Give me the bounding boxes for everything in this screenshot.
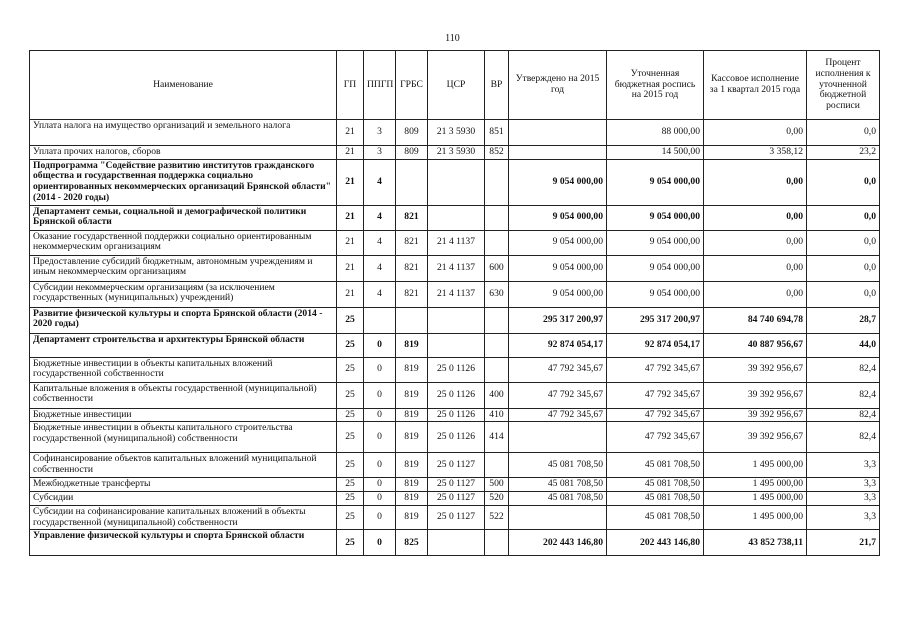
cell-cash: 84 740 694,78 bbox=[704, 307, 807, 333]
cell-csr bbox=[428, 205, 485, 230]
cell-percent: 0,0 bbox=[807, 230, 880, 255]
cell-ppgp: 4 bbox=[364, 281, 396, 307]
col-header-vr: ВР bbox=[485, 51, 509, 120]
cell-gp: 21 bbox=[337, 255, 364, 281]
cell-gp: 25 bbox=[337, 505, 364, 529]
table-row bbox=[30, 422, 880, 453]
cell-cash: 1 495 000,00 bbox=[704, 505, 807, 529]
cell-vr bbox=[485, 159, 509, 205]
cell-name: Субсидии некоммерческим организациям (за исключением государственных (муниципальных) учреждений) bbox=[30, 281, 337, 307]
cell-grbs: 821 bbox=[396, 205, 428, 230]
cell-cash: 1 495 000,00 bbox=[704, 478, 807, 492]
table-body bbox=[30, 120, 880, 556]
cell-name: Департамент строительства и архитектуры Брянской области bbox=[30, 333, 337, 357]
cell-csr: 25 0 1127 bbox=[428, 453, 485, 478]
cell-gp: 21 bbox=[337, 159, 364, 205]
cell-approved bbox=[509, 146, 607, 160]
cell-vr bbox=[485, 530, 509, 556]
table-row bbox=[30, 492, 880, 506]
cell-vr bbox=[485, 230, 509, 255]
cell-csr: 25 0 1126 bbox=[428, 382, 485, 408]
cell-vr: 522 bbox=[485, 505, 509, 529]
cell-name: Департамент семьи, социальной и демографической политики Брянской области bbox=[30, 205, 337, 230]
cell-approved: 9 054 000,00 bbox=[509, 255, 607, 281]
cell-refined: 45 081 708,50 bbox=[607, 453, 704, 478]
cell-vr: 414 bbox=[485, 422, 509, 453]
cell-percent: 0,0 bbox=[807, 205, 880, 230]
table-row bbox=[30, 230, 880, 255]
cell-vr bbox=[485, 453, 509, 478]
cell-approved bbox=[509, 505, 607, 529]
cell-gp: 21 bbox=[337, 120, 364, 146]
cell-vr: 852 bbox=[485, 146, 509, 160]
cell-percent: 3,3 bbox=[807, 492, 880, 506]
table-row bbox=[30, 159, 880, 205]
cell-csr bbox=[428, 333, 485, 357]
cell-csr: 21 3 5930 bbox=[428, 120, 485, 146]
cell-refined: 295 317 200,97 bbox=[607, 307, 704, 333]
cell-percent: 0,0 bbox=[807, 159, 880, 205]
col-header-grbs: ГРБС bbox=[396, 51, 428, 120]
cell-gp: 25 bbox=[337, 422, 364, 453]
cell-vr bbox=[485, 307, 509, 333]
cell-percent: 3,3 bbox=[807, 453, 880, 478]
col-header-refined: Уточненная бюджетная роспись на 2015 год bbox=[607, 51, 704, 120]
cell-cash: 3 358,12 bbox=[704, 146, 807, 160]
table-header-row bbox=[30, 51, 880, 120]
cell-approved: 47 792 345,67 bbox=[509, 382, 607, 408]
cell-approved: 9 054 000,00 bbox=[509, 230, 607, 255]
cell-percent: 82,4 bbox=[807, 382, 880, 408]
table-row bbox=[30, 120, 880, 146]
cell-gp: 21 bbox=[337, 205, 364, 230]
cell-gp: 21 bbox=[337, 146, 364, 160]
cell-grbs: 819 bbox=[396, 453, 428, 478]
cell-grbs: 809 bbox=[396, 146, 428, 160]
table-row bbox=[30, 453, 880, 478]
cell-grbs bbox=[396, 159, 428, 205]
cell-ppgp: 0 bbox=[364, 478, 396, 492]
cell-approved: 295 317 200,97 bbox=[509, 307, 607, 333]
cell-refined: 47 792 345,67 bbox=[607, 422, 704, 453]
cell-refined: 47 792 345,67 bbox=[607, 382, 704, 408]
cell-refined: 45 081 708,50 bbox=[607, 505, 704, 529]
col-header-gp: ГП bbox=[337, 51, 364, 120]
table-row bbox=[30, 333, 880, 357]
cell-vr: 630 bbox=[485, 281, 509, 307]
cell-name: Бюджетные инвестиции в объекты капитального строительства государственной (муниципальной) собственности bbox=[30, 422, 337, 453]
cell-ppgp: 4 bbox=[364, 205, 396, 230]
cell-percent: 82,4 bbox=[807, 357, 880, 382]
cell-grbs: 825 bbox=[396, 530, 428, 556]
cell-approved: 92 874 054,17 bbox=[509, 333, 607, 357]
cell-csr bbox=[428, 159, 485, 205]
cell-vr bbox=[485, 357, 509, 382]
cell-percent: 0,0 bbox=[807, 281, 880, 307]
cell-refined: 9 054 000,00 bbox=[607, 255, 704, 281]
cell-grbs: 819 bbox=[396, 422, 428, 453]
col-header-percent: Процент исполнения к уточненной бюджетной росписи bbox=[807, 51, 880, 120]
cell-grbs: 819 bbox=[396, 478, 428, 492]
cell-ppgp: 0 bbox=[364, 505, 396, 529]
cell-name: Софинансирование объектов капитальных вложений муниципальной собственности bbox=[30, 453, 337, 478]
cell-grbs: 819 bbox=[396, 382, 428, 408]
cell-ppgp: 0 bbox=[364, 408, 396, 422]
table-row bbox=[30, 307, 880, 333]
cell-ppgp: 0 bbox=[364, 333, 396, 357]
cell-approved: 45 081 708,50 bbox=[509, 478, 607, 492]
cell-csr bbox=[428, 530, 485, 556]
cell-gp: 21 bbox=[337, 281, 364, 307]
cell-name: Субсидии на софинансирование капитальных вложений в объекты государственной (муниципальной) собственности bbox=[30, 505, 337, 529]
cell-approved: 9 054 000,00 bbox=[509, 281, 607, 307]
cell-name: Бюджетные инвестиции в объекты капитальных вложений государственной собственности bbox=[30, 357, 337, 382]
table-row bbox=[30, 205, 880, 230]
cell-refined: 14 500,00 bbox=[607, 146, 704, 160]
cell-percent: 0,0 bbox=[807, 255, 880, 281]
cell-percent: 23,2 bbox=[807, 146, 880, 160]
cell-cash: 0,00 bbox=[704, 120, 807, 146]
table-row bbox=[30, 478, 880, 492]
cell-vr: 600 bbox=[485, 255, 509, 281]
cell-name: Субсидии bbox=[30, 492, 337, 506]
cell-approved: 9 054 000,00 bbox=[509, 205, 607, 230]
cell-name: Управление физической культуры и спорта Брянской области bbox=[30, 530, 337, 556]
cell-ppgp: 0 bbox=[364, 357, 396, 382]
cell-gp: 21 bbox=[337, 230, 364, 255]
cell-percent: 3,3 bbox=[807, 505, 880, 529]
cell-refined: 88 000,00 bbox=[607, 120, 704, 146]
cell-csr: 25 0 1126 bbox=[428, 408, 485, 422]
table-row bbox=[30, 146, 880, 160]
cell-grbs: 819 bbox=[396, 408, 428, 422]
cell-grbs: 809 bbox=[396, 120, 428, 146]
cell-name: Уплата прочих налогов, сборов bbox=[30, 146, 337, 160]
cell-gp: 25 bbox=[337, 530, 364, 556]
cell-refined: 47 792 345,67 bbox=[607, 357, 704, 382]
cell-refined: 9 054 000,00 bbox=[607, 230, 704, 255]
cell-percent: 3,3 bbox=[807, 478, 880, 492]
cell-cash: 39 392 956,67 bbox=[704, 422, 807, 453]
table-row bbox=[30, 408, 880, 422]
cell-name: Подпрограмма "Содействие развитию институтов гражданского общества и государственная поддержка социально ориентированных некоммерческих организаций Брянской области" (2014 - 2020 годы) bbox=[30, 159, 337, 205]
col-header-csr: ЦСР bbox=[428, 51, 485, 120]
cell-cash: 40 887 956,67 bbox=[704, 333, 807, 357]
cell-approved bbox=[509, 422, 607, 453]
cell-cash: 39 392 956,67 bbox=[704, 408, 807, 422]
cell-grbs: 819 bbox=[396, 505, 428, 529]
cell-approved: 47 792 345,67 bbox=[509, 357, 607, 382]
cell-cash: 0,00 bbox=[704, 255, 807, 281]
cell-cash: 39 392 956,67 bbox=[704, 357, 807, 382]
cell-name: Межбюджетные трансферты bbox=[30, 478, 337, 492]
cell-name: Бюджетные инвестиции bbox=[30, 408, 337, 422]
cell-name: Предоставление субсидий бюджетным, автономным учреждениям и иным некоммерческим организациям bbox=[30, 255, 337, 281]
cell-csr: 25 0 1126 bbox=[428, 422, 485, 453]
cell-approved: 202 443 146,80 bbox=[509, 530, 607, 556]
cell-gp: 25 bbox=[337, 333, 364, 357]
cell-vr: 400 bbox=[485, 382, 509, 408]
col-header-name: Наименование bbox=[30, 51, 337, 120]
cell-gp: 25 bbox=[337, 478, 364, 492]
cell-csr: 21 4 1137 bbox=[428, 230, 485, 255]
cell-cash: 0,00 bbox=[704, 159, 807, 205]
cell-percent: 44,0 bbox=[807, 333, 880, 357]
cell-cash: 43 852 738,11 bbox=[704, 530, 807, 556]
cell-csr: 25 0 1127 bbox=[428, 478, 485, 492]
cell-gp: 25 bbox=[337, 382, 364, 408]
cell-ppgp: 0 bbox=[364, 492, 396, 506]
cell-approved: 45 081 708,50 bbox=[509, 492, 607, 506]
table-row bbox=[30, 281, 880, 307]
cell-cash: 0,00 bbox=[704, 230, 807, 255]
cell-csr: 21 3 5930 bbox=[428, 146, 485, 160]
cell-ppgp: 0 bbox=[364, 530, 396, 556]
table-row bbox=[30, 505, 880, 529]
cell-gp: 25 bbox=[337, 453, 364, 478]
cell-cash: 39 392 956,67 bbox=[704, 382, 807, 408]
table-row bbox=[30, 357, 880, 382]
cell-refined: 9 054 000,00 bbox=[607, 281, 704, 307]
cell-name: Уплата налога на имущество организаций и земельного налога bbox=[30, 120, 337, 146]
cell-csr: 25 0 1127 bbox=[428, 492, 485, 506]
cell-approved bbox=[509, 120, 607, 146]
cell-grbs: 821 bbox=[396, 230, 428, 255]
col-header-ppgp: ППГП bbox=[364, 51, 396, 120]
cell-percent: 28,7 bbox=[807, 307, 880, 333]
cell-ppgp: 4 bbox=[364, 255, 396, 281]
cell-gp: 25 bbox=[337, 408, 364, 422]
cell-ppgp bbox=[364, 307, 396, 333]
cell-cash: 1 495 000,00 bbox=[704, 492, 807, 506]
cell-cash: 1 495 000,00 bbox=[704, 453, 807, 478]
cell-percent: 21,7 bbox=[807, 530, 880, 556]
cell-grbs bbox=[396, 307, 428, 333]
cell-percent: 0,0 bbox=[807, 120, 880, 146]
cell-refined: 92 874 054,17 bbox=[607, 333, 704, 357]
cell-refined: 45 081 708,50 bbox=[607, 478, 704, 492]
cell-csr: 25 0 1126 bbox=[428, 357, 485, 382]
cell-csr: 21 4 1137 bbox=[428, 255, 485, 281]
cell-percent: 82,4 bbox=[807, 422, 880, 453]
cell-percent: 82,4 bbox=[807, 408, 880, 422]
cell-refined: 45 081 708,50 bbox=[607, 492, 704, 506]
cell-vr: 500 bbox=[485, 478, 509, 492]
cell-cash: 0,00 bbox=[704, 281, 807, 307]
table-row bbox=[30, 382, 880, 408]
cell-refined: 9 054 000,00 bbox=[607, 159, 704, 205]
budget-execution-table bbox=[29, 50, 880, 556]
col-header-approved: Утверждено на 2015 год bbox=[509, 51, 607, 120]
cell-grbs: 819 bbox=[396, 492, 428, 506]
cell-csr: 21 4 1137 bbox=[428, 281, 485, 307]
cell-ppgp: 0 bbox=[364, 422, 396, 453]
table-row bbox=[30, 255, 880, 281]
cell-gp: 25 bbox=[337, 357, 364, 382]
cell-refined: 9 054 000,00 bbox=[607, 205, 704, 230]
cell-csr bbox=[428, 307, 485, 333]
cell-approved: 45 081 708,50 bbox=[509, 453, 607, 478]
cell-grbs: 819 bbox=[396, 357, 428, 382]
cell-cash: 0,00 bbox=[704, 205, 807, 230]
cell-approved: 47 792 345,67 bbox=[509, 408, 607, 422]
cell-name: Оказание государственной поддержки социально ориентированным некоммерческим организациям bbox=[30, 230, 337, 255]
cell-vr: 410 bbox=[485, 408, 509, 422]
cell-vr: 851 bbox=[485, 120, 509, 146]
cell-ppgp: 3 bbox=[364, 146, 396, 160]
cell-ppgp: 3 bbox=[364, 120, 396, 146]
table-row bbox=[30, 530, 880, 556]
cell-gp: 25 bbox=[337, 307, 364, 333]
cell-refined: 202 443 146,80 bbox=[607, 530, 704, 556]
cell-ppgp: 0 bbox=[364, 382, 396, 408]
cell-vr bbox=[485, 205, 509, 230]
cell-ppgp: 0 bbox=[364, 453, 396, 478]
cell-approved: 9 054 000,00 bbox=[509, 159, 607, 205]
cell-gp: 25 bbox=[337, 492, 364, 506]
cell-vr: 520 bbox=[485, 492, 509, 506]
cell-csr: 25 0 1127 bbox=[428, 505, 485, 529]
cell-name: Капитальные вложения в объекты государственной (муниципальной) собственности bbox=[30, 382, 337, 408]
cell-name: Развитие физической культуры и спорта Брянской области (2014 - 2020 годы) bbox=[30, 307, 337, 333]
cell-ppgp: 4 bbox=[364, 230, 396, 255]
cell-grbs: 821 bbox=[396, 281, 428, 307]
col-header-cash: Кассовое исполнение за 1 квартал 2015 года bbox=[704, 51, 807, 120]
cell-refined: 47 792 345,67 bbox=[607, 408, 704, 422]
cell-grbs: 819 bbox=[396, 333, 428, 357]
cell-vr bbox=[485, 333, 509, 357]
page-number: 110 bbox=[445, 33, 460, 44]
cell-ppgp: 4 bbox=[364, 159, 396, 205]
cell-grbs: 821 bbox=[396, 255, 428, 281]
